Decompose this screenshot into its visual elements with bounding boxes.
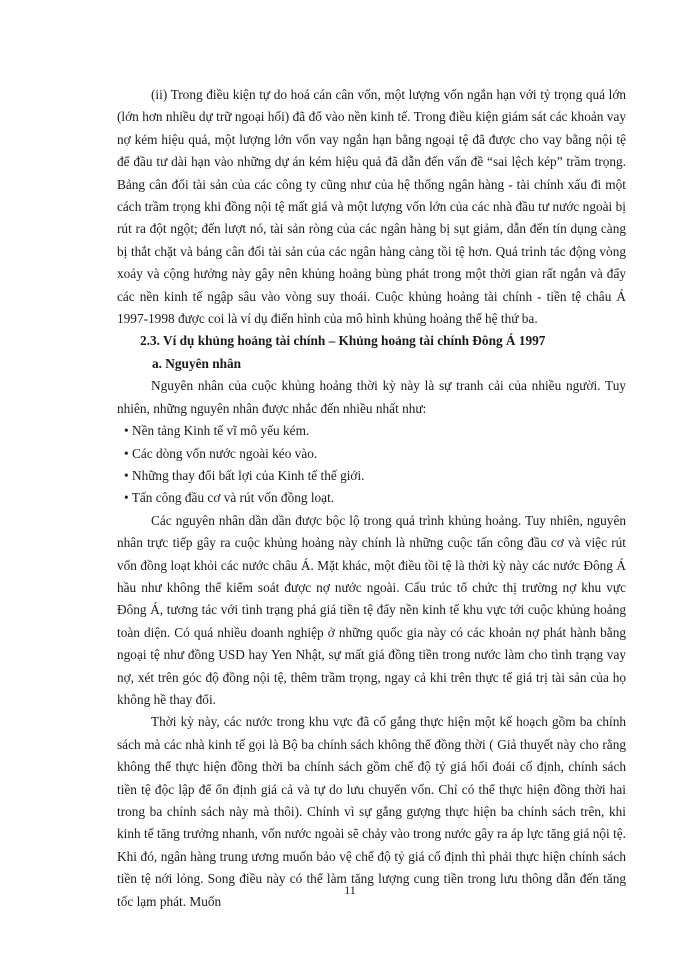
bullet-item: • Nền tảng Kinh tế vĩ mô yếu kém. bbox=[124, 423, 310, 439]
paragraph-direct-causes: Các nguyên nhân dần dần được bộc lộ trong quá trình khủng hoảng. Tuy nhiên, nguyên nhân trực tiếp gây ra cuộc khủng hoảng này chính là những cuộc tấn công đầu cơ và việc rút vốn đồng loạt khỏi các nước châu Á. Mặt khác, một điều tồi tệ là thời kỳ này các nước Đông Á hầu như không thể kiểm soát được nợ nước ngoài. Cấu trúc tổ chức thị trường nợ khu vực Đông Á, tương tác với tình trạng phá giá tiền tệ đẩy nền kinh tế khu vực tới cuộc khủng hoảng toàn diện. Có quá nhiều doanh nghiệp ở những quốc gia này có các khoản nợ phát hành bằng ngoại tệ như đồng USD hay Yen Nhật, sự mất giá đồng tiền trong nước làm cho tình trạng vay nợ, xét trên góc độ đồng nội tệ, thêm trầm trọng, ngay cả khi trên thực tế giá trị tài sản của họ không hề thay đổi. bbox=[117, 512, 626, 707]
paragraph-impossible-trinity: Thời kỳ này, các nước trong khu vực đã cố gắng thực hiện một kế hoạch gồm ba chính sách mà các nhà kinh tế gọi là Bộ ba chính sách không thể đồng thời ( Giả thuyết này cho rằng không thể thực hiện đồng thời ba chính sách gồm chế độ tỷ giá hối đoái cố định, chính sách tiền tệ độc lập để ổn định giá cả và tự do lưu chuyển vốn. Chỉ có thể thực hiện đồng thời hai trong ba chính sách này mà thôi). Chính vì sự gắng gượng thực hiện ba chính sách trên, khi kinh tế tăng trưởng nhanh, vốn nước ngoài sẽ chảy vào trong nước gây ra áp lực tăng giá nội tệ. Khi đó, ngân hàng trung ương muốn bảo vệ chế độ tỷ giá cố định thì phải thực hiện chính sách tiền tệ nới lỏng. Song điều này có thể làm tăng lượng cung tiền trong lưu thông dẫn đến tăng tốc lạm phát. Muốn bbox=[117, 714, 626, 909]
page-content bbox=[117, 84, 626, 913]
bullet-item: • Các dòng vốn nước ngoài kéo vào. bbox=[124, 445, 318, 461]
page-number: 11 bbox=[344, 883, 356, 897]
bullet-item: • Tấn công đầu cơ và rút vốn đồng loạt. bbox=[124, 490, 335, 506]
paragraph-causes-intro: Nguyên nhân của cuộc khủng hoảng thời kỳ này là sự tranh cải của nhiều người. Tuy nhiên, những nguyên nhân được nhắc đến nhiều nhất như: bbox=[117, 378, 626, 416]
subsection-heading: a. Nguyên nhân bbox=[152, 355, 242, 371]
section-heading: 2.3. Ví dụ khủng hoảng tài chính – Khủng hoảng tài chính Đông Á 1997 bbox=[140, 333, 546, 349]
paragraph-monetary-mismatch: (ii) Trong điều kiện tự do hoá cán cân vốn, một lượng vốn ngắn hạn với tỷ trọng quá lớn (lớn hơn nhiều dự trữ ngoại hối) đã đổ vào nền kinh tế. Trong điều kiện giám sát các khoản vay nợ kém hiệu quả, một lượng lớn vốn vay ngắn hạn bằng ngoại tệ đã được cho vay bằng nội tệ để đầu tư dài hạn vào những dự án kém hiệu quả đã dẫn đến vấn đề “sai lệch kép” trầm trọng. Bảng cân đối tài sản của các công ty cũng như của hệ thống ngân hàng - tài chính xấu đi một cách trầm trọng khi đồng nội tệ mất giá và một lượng vốn lớn của các nhà đầu tư nước ngoài bị rút ra đột ngột; đến lượt nó, tài sản ròng của các ngân hàng bị sụt giảm, dẫn đến tín dụng càng bị thắt chặt và bảng cân đối tài sản của các ngân hàng càng tồi tệ hơn. Quá trình tác động vòng xoáy và cộng hưởng này gây nên khủng hoảng bùng phát trong một thời gian rất ngắn và đẩy các nền kinh tế ngập sâu vào vòng suy thoái. Cuộc khủng hoảng tài chính - tiền tệ châu Á 1997-1998 được coi là ví dụ điển hình của mô hình khủng hoảng thế hệ thứ ba. bbox=[117, 87, 626, 327]
bullet-item: • Những thay đổi bất lợi của Kinh tế thế giới. bbox=[124, 467, 365, 483]
